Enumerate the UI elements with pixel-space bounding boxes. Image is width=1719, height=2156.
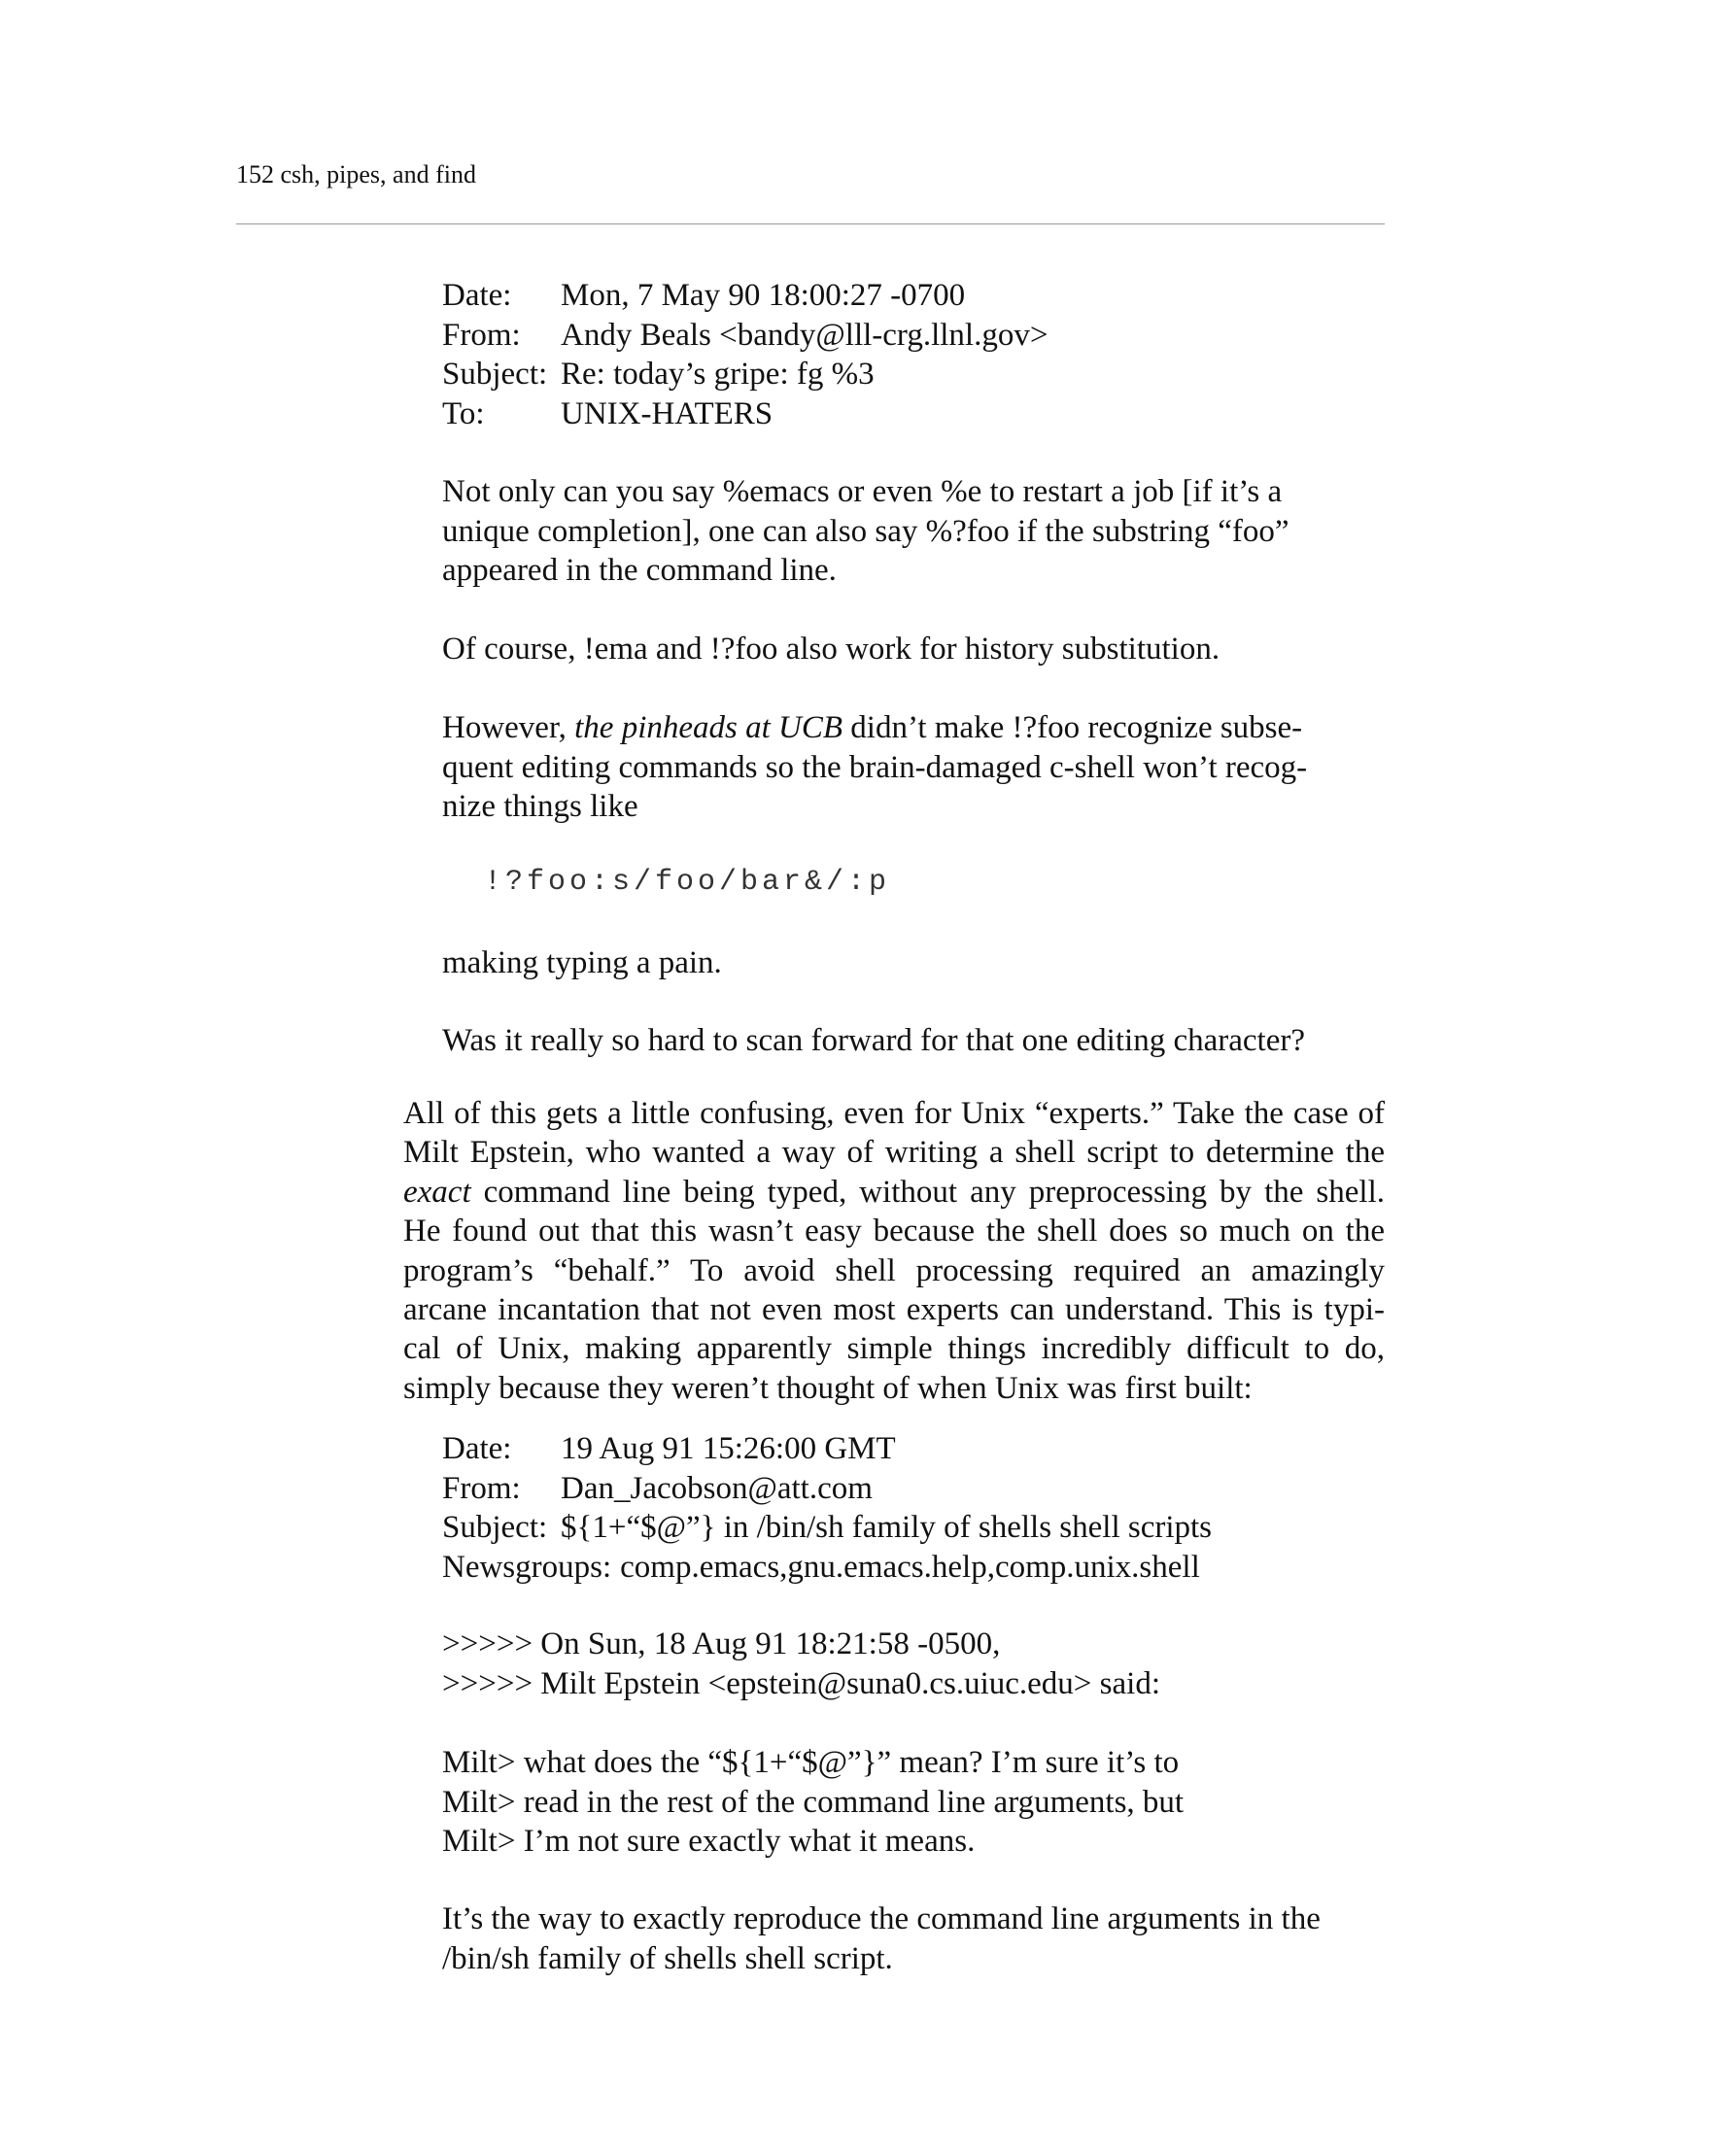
text-line: >>>>> Milt Epstein <epstein@suna0.cs.uiuc.edu> said: — [442, 1665, 1160, 1701]
header-value: Dan_Jacobson@att.com — [561, 1470, 873, 1506]
msg1-header-subject — [442, 355, 1048, 394]
emphasis: exact — [403, 1174, 471, 1210]
msg1-paragraph-4 — [442, 943, 722, 983]
msg1-header-from — [442, 316, 1048, 356]
text-line: cal of Unix, making apparently simple things incredibly difficult to do, — [403, 1331, 1385, 1367]
msg1-header-date — [442, 276, 1048, 316]
header-key: Newsgroups: — [442, 1549, 612, 1585]
body-paragraph — [403, 1094, 1385, 1408]
text-line: Not only can you say %emacs or even %e to restart a job [if it’s a — [442, 474, 1283, 509]
text-line: arcane incantation that not even most experts can understand. This is typi- — [403, 1291, 1385, 1327]
text-line: appeared in the command line. — [442, 553, 837, 588]
header-value: Re: today’s gripe: fg %3 — [561, 357, 875, 392]
msg2-headers — [442, 1429, 1212, 1587]
msg1-header-to — [442, 394, 1048, 434]
text-line: He found out that this wasn’t easy because the shell does so much on the — [403, 1214, 1385, 1249]
text-line: simply because they weren’t thought of when Unix was first built: — [403, 1370, 1253, 1406]
header-value: Andy Beals <bandy@lll-crg.llnl.gov> — [561, 317, 1049, 353]
emphasis: the pinheads at UCB — [574, 710, 843, 745]
msg1-paragraph-5 — [442, 1021, 1305, 1061]
text-line: Milt> I’m not sure exactly what it means. — [442, 1824, 976, 1859]
header-value: 19 Aug 91 15:26:00 GMT — [561, 1431, 896, 1466]
msg2-header-from — [442, 1469, 1212, 1509]
msg2-quoted-text — [442, 1743, 1184, 1862]
text-line: All of this gets a little confusing, even for Unix “experts.” Take the case of — [403, 1096, 1385, 1131]
text-line: However, the pinheads at UCB didn’t make !?foo recognize subse- — [442, 710, 1303, 745]
msg1-paragraph-1 — [442, 472, 1289, 591]
header-value: Mon, 7 May 90 18:00:27 -0700 — [561, 278, 966, 313]
text-line: It’s the way to exactly reproduce the command line arguments in the — [442, 1901, 1321, 1936]
text-line: quent editing commands so the brain-damaged c-shell won’t recog- — [442, 749, 1308, 785]
text-line: Of course, !ema and !?foo also work for history substitution. — [442, 632, 1220, 667]
header-key: Subject: — [442, 357, 548, 392]
header-key: From: — [442, 317, 521, 353]
text-line: unique completion], one can also say %?foo if the substring “foo” — [442, 513, 1289, 549]
text-line: Milt Epstein, who wanted a way of writing a shell script to determine the — [403, 1135, 1385, 1171]
msg1-paragraph-3 — [442, 708, 1307, 827]
header-key: From: — [442, 1470, 521, 1506]
text-line: Milt> read in the rest of the command line arguments, but — [442, 1784, 1185, 1820]
header-value: ${1+“$@”} in /bin/sh family of shells shell scripts — [561, 1510, 1213, 1545]
text-line: /bin/sh family of shells shell script. — [442, 1940, 893, 1976]
header-key: Date: — [442, 1431, 512, 1466]
code-sample: !?foo:s/foo/bar&/:p — [484, 866, 891, 899]
text-line: Was it really so hard to scan forward for that one editing character? — [442, 1023, 1305, 1058]
text-line: nize things like — [442, 789, 638, 824]
text-line: >>>>> On Sun, 18 Aug 91 18:21:58 -0500, — [442, 1626, 1001, 1661]
msg2-reply — [442, 1899, 1321, 1978]
header-key: Subject: — [442, 1510, 548, 1545]
text-line: Milt> what does the “${1+“$@”}” mean? I’m sure it’s to — [442, 1745, 1180, 1780]
header-key: Date: — [442, 278, 512, 313]
header-value: comp.emacs,gnu.emacs.help,comp.unix.shell — [620, 1549, 1200, 1585]
header-value: UNIX-HATERS — [561, 395, 774, 431]
text-line: making typing a pain. — [442, 945, 722, 980]
msg2-header-date — [442, 1429, 1212, 1469]
running-head: 152 csh, pipes, and find — [236, 160, 476, 188]
msg2-header-subject — [442, 1508, 1212, 1548]
msg1-headers — [442, 276, 1048, 433]
header-rule — [236, 223, 1385, 224]
text-line: program’s “behalf.” To avoid shell processing required an amazingly — [403, 1252, 1385, 1288]
msg2-header-newsgroups — [442, 1548, 1212, 1588]
msg2-attribution — [442, 1625, 1160, 1703]
text-line: exact command line being typed, without any preprocessing by the shell. — [403, 1174, 1385, 1210]
header-key: To: — [442, 395, 485, 431]
msg1-paragraph-2 — [442, 630, 1220, 669]
